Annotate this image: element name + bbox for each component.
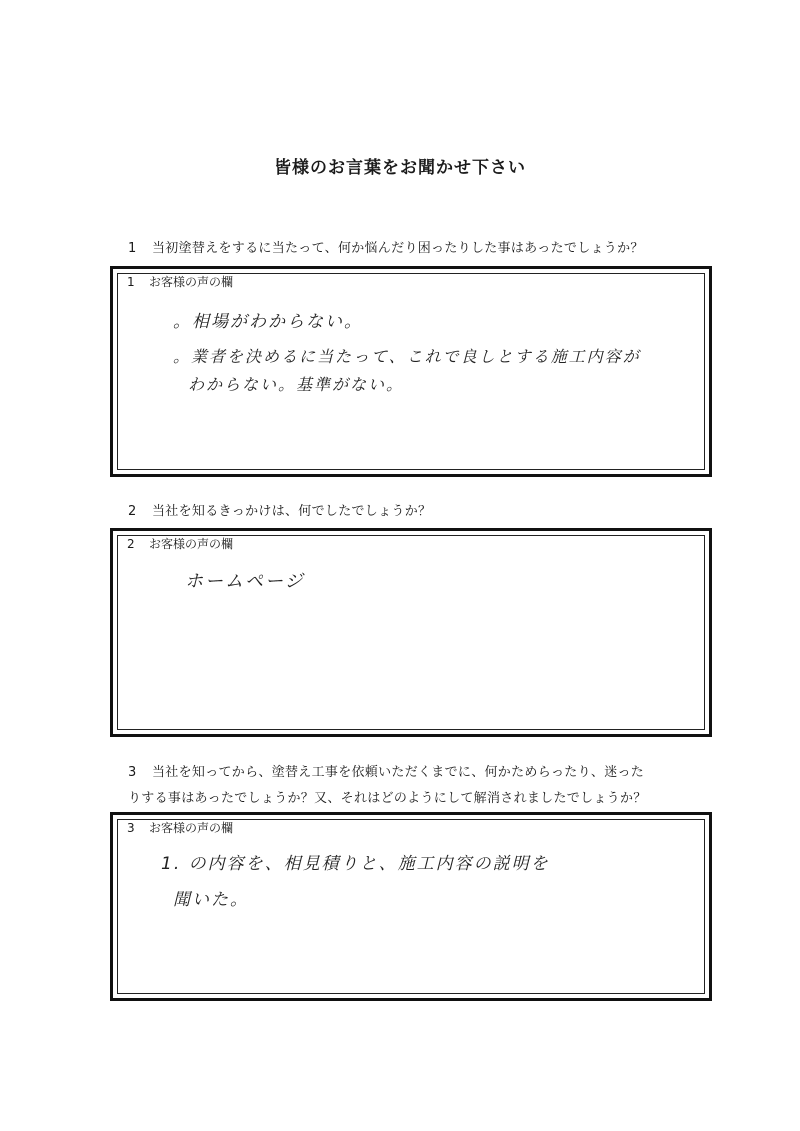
answer-box-2 — [110, 528, 712, 737]
question-3-text-line-1: 当社を知ってから、塗替え工事を依頼いただくまでに、何かためらったり、迷った — [152, 765, 645, 780]
question-1-number: 1 — [128, 241, 137, 256]
answer-box-1 — [110, 266, 712, 477]
answer-box-2-label-text: お客様の声の欄 — [149, 537, 234, 551]
question-3-number: 3 — [128, 765, 137, 780]
answer-box-1-number: 1 — [127, 275, 135, 289]
question-2-number: 2 — [128, 504, 137, 519]
answer-box-3-label-text: お客様の声の欄 — [149, 821, 234, 835]
question-1 — [128, 236, 644, 262]
answer-1-line-3: わからない。基準がない。 — [188, 375, 405, 394]
page-title: 皆様のお言葉をお聞かせ下さい — [274, 158, 526, 178]
answer-3-line-2: 聞いた。 — [173, 890, 249, 910]
question-1-text: 当初塗替えをするに当たって、何か悩んだり困ったりした事はあったでしょうか？ — [152, 241, 644, 256]
answer-1-line-2: 。業者を決めるに当たって、これで良しとする施工内容が — [173, 347, 641, 366]
question-3 — [128, 760, 647, 812]
question-2-text: 当社を知るきっかけは、何でしたでしょうか？ — [152, 504, 432, 519]
answer-box-2-number: 2 — [127, 537, 135, 551]
answer-2-line-1: ホームページ — [185, 571, 305, 592]
question-2 — [128, 499, 431, 525]
answer-box-1-label-text: お客様の声の欄 — [149, 275, 234, 289]
question-3-text-line-2: りする事はあったでしょうか？又、それはどのようにして解消されましたでしょうか？ — [128, 791, 647, 806]
answer-box-3 — [110, 812, 712, 1001]
answer-box-1-label — [127, 273, 233, 290]
answer-box-2-inner-frame — [117, 535, 705, 730]
answer-1-line-1: 。相場がわからない。 — [173, 312, 363, 332]
answer-3-line-1: 1. の内容を、相見積りと、施工内容の説明を — [161, 854, 550, 874]
answer-box-3-label — [127, 819, 233, 836]
answer-box-3-number: 3 — [127, 821, 135, 835]
answer-box-2-label — [127, 535, 233, 552]
